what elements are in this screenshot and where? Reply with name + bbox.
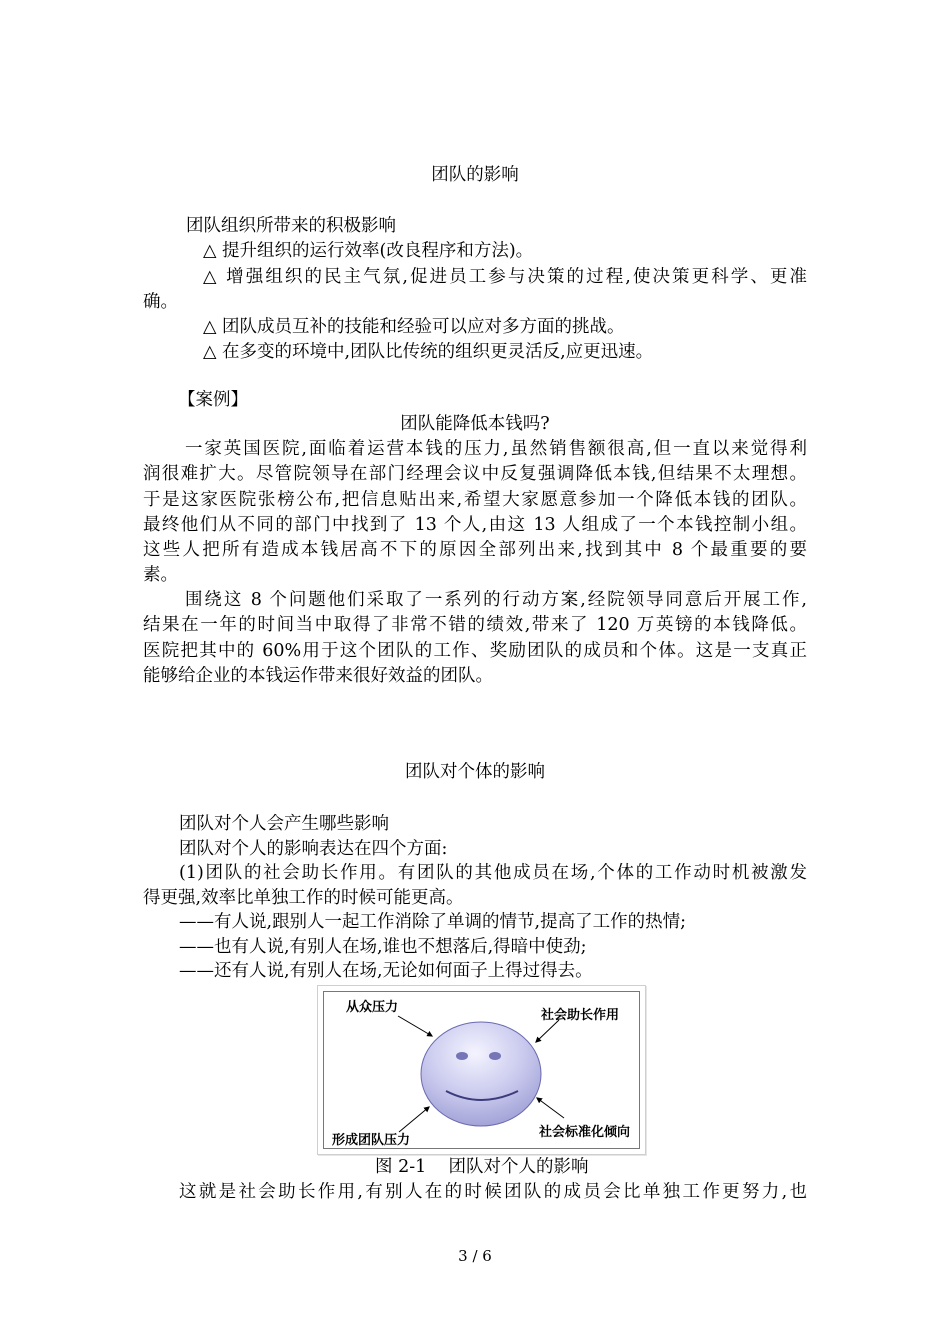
section-title: 团队的影响 [431,165,519,185]
section-title: 团队对个体的影响 [405,762,545,782]
bullet-item: △ 在多变的环境中,团队比传统的组织更灵活反,应更迅速。 [203,342,654,362]
smiley-eye-right [489,1052,501,1060]
bullet-item: △ 增强组织的民主气氛,促进员工参与决策的过程,使决策更科学、更准 [203,267,807,287]
body-line: 团队对个人会产生哪些影响 [179,814,389,834]
case-paragraph-line: 能够给企业的本钱运作带来很好效益的团队。 [143,666,493,686]
case-paragraph-line: 这些人把所有造成本钱居高不下的原因全部列出来,找到其中 8 个最重要的要 [143,540,807,560]
arrow-top-left [398,1016,432,1036]
case-tag: 【案例】 [178,390,248,410]
figure-caption: 图 2-1 团队对个人的影响 [375,1157,589,1177]
smiley-face [421,1022,541,1126]
case-title: 团队能降低本钱吗? [400,414,550,434]
section-heading: 团队组织所带来的积极影响 [186,216,396,236]
case-paragraph-line: 围绕这 8 个问题他们采取了一系列的行动方案,经院领导同意后开展工作, [185,590,807,610]
bullet-item: △ 团队成员互补的技能和经验可以应对多方面的挑战。 [203,317,625,337]
case-paragraph-line: 于是这家医院张榜公布,把信息贴出来,希望大家愿意参加一个降低本钱的团队。 [143,490,807,510]
case-paragraph-line: 结果在一年的时间当中取得了非常不错的绩效,带来了 120 万英镑的本钱降低。 [143,615,807,635]
case-paragraph-line: 医院把其中的 60%用于这个团队的工作、奖励团队的成员和个体。这是一支真正 [143,641,807,661]
case-paragraph-line: 一家英国医院,面临着运营本钱的压力,虽然销售额很高,但一直以来觉得利 [185,439,807,459]
dash-line: ——也有人说,有别人在场,谁也不想落后,得暗中使劲; [179,937,587,957]
label-conformity-pressure: 从众压力 [346,1000,399,1015]
body-line: 这就是社会助长作用,有别人在的时候团队的成员会比单独工作更努力,也 [179,1182,807,1202]
bullet-item: △ 提升组织的运行效率(改良程序和方法)。 [203,241,534,261]
body-line: 团队对个人的影响表达在四个方面: [179,839,448,859]
label-social-normalization: 社会标准化倾向 [539,1125,631,1140]
arrow-bottom-right [537,1098,564,1118]
case-paragraph-line: 最终他们从不同的部门中找到了 13 个人,由这 13 人组成了一个本钱控制小组。 [143,515,807,535]
label-team-pressure: 形成团队压力 [332,1133,411,1148]
bullet-item-continued: 确。 [143,292,178,312]
dash-line: ——还有人说,有别人在场,无论如何面子上得过得去。 [179,961,593,981]
figure-team-influence [317,985,646,1155]
figure-frame [323,991,640,1149]
case-paragraph-line: 素。 [143,565,178,585]
case-paragraph-line: 润很难扩大。尽管院领导在部门经理会议中反复强调降低本钱,但结果不太理想。 [143,464,807,484]
label-social-facilitation: 社会助长作用 [541,1008,620,1023]
smiley-eye-left [456,1052,468,1060]
page-number: 3 / 6 [458,1247,492,1265]
arrow-top-right [536,1020,559,1042]
body-line: 得更强,效率比单独工作的时候可能更高。 [143,888,464,908]
body-line: (1)团队的社会助长作用。有团队的其他成员在场,个体的工作动时机被激发 [179,863,807,883]
dash-line: ——有人说,跟别人一起工作消除了单调的情节,提高了工作的热情; [179,912,687,932]
